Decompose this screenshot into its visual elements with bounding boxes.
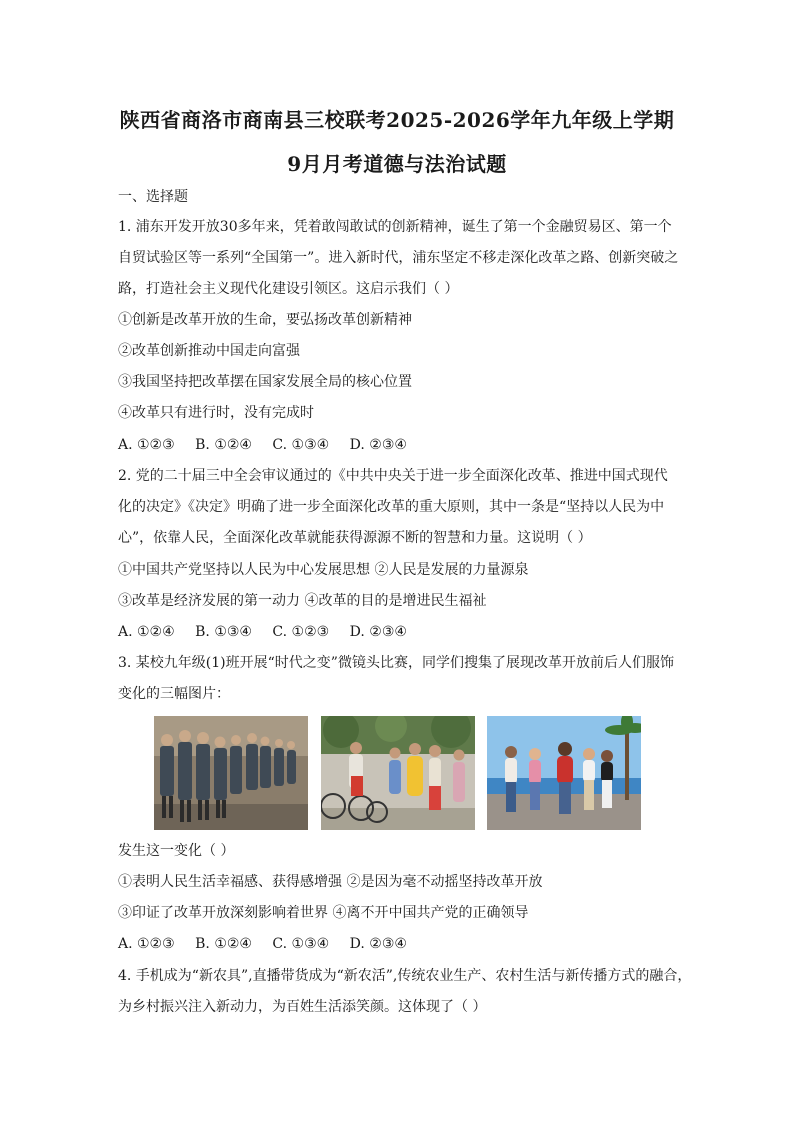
q2-option-b[interactable]: B. ①③④ xyxy=(195,624,252,640)
q3-stem-line2: 变化的三幅图片： xyxy=(118,686,230,702)
q4-stem-line1: 4. 手机成为“新农具”,直播带货成为“新农活”,传统农业生产、农村生活与新传播方式的融合， xyxy=(118,968,692,984)
q1-options xyxy=(118,436,688,454)
q3-stem-line1: 3. 某校九年级(1)班开展“时代之变”微镜头比赛，同学们搜集了展现改革开放前后人们服饰 xyxy=(118,655,674,671)
q1-option-d[interactable]: D. ②③④ xyxy=(349,437,407,453)
q3-option-c[interactable]: C. ①③④ xyxy=(272,936,330,952)
photo-modern-beach xyxy=(487,716,641,830)
q3-option-a[interactable]: A. ①②③ xyxy=(118,936,175,952)
q2-statement-1: ①中国共产党坚持以人民为中心发展思想 ②人民是发展的力量源泉 xyxy=(118,562,529,578)
photo-1980s-street xyxy=(321,716,475,830)
q1-statement-1: ①创新是改革开放的生命，要弘扬改革创新精神 xyxy=(118,312,412,328)
q2-stem-line3: 心”，依靠人民，全面深化改革就能获得源源不断的智慧和力量。这说明（ ） xyxy=(118,530,592,546)
q2-option-c[interactable]: C. ①②③ xyxy=(272,624,330,640)
q4-stem-line2: 为乡村振兴注入新动力，为百姓生活添笑颜。这体现了（ ） xyxy=(118,999,487,1015)
q1-option-b[interactable]: B. ①②④ xyxy=(195,437,252,453)
q3-options xyxy=(118,935,688,953)
q3-stem-line3: 发生这一变化（ ） xyxy=(118,843,235,859)
q2-statement-2: ③改革是经济发展的第一动力 ④改革的目的是增进民生福祉 xyxy=(118,593,487,609)
q1-statement-4: ④改革只有进行时，没有完成时 xyxy=(118,405,314,421)
document-title-line1: 陕西省商洛市商南县三校联考2025-2026学年九年级上学期 xyxy=(119,108,675,132)
q2-option-a[interactable]: A. ①②④ xyxy=(118,624,175,640)
q1-option-a[interactable]: A. ①②③ xyxy=(118,437,175,453)
q1-statement-2: ②改革创新推动中国走向富强 xyxy=(118,343,300,359)
q2-option-d[interactable]: D. ②③④ xyxy=(349,624,407,640)
q1-option-c[interactable]: C. ①③④ xyxy=(272,437,330,453)
q3-option-d[interactable]: D. ②③④ xyxy=(349,936,407,952)
q1-statement-3: ③我国坚持把改革摆在国家发展全局的核心位置 xyxy=(118,374,412,390)
section-heading: 一、选择题 xyxy=(118,189,188,205)
q2-options xyxy=(118,623,688,641)
document-title-line2: 9月月考道德与法治试题 xyxy=(287,152,507,176)
q3-option-b[interactable]: B. ①②④ xyxy=(195,936,252,952)
q3-statement-1: ①表明人民生活幸福感、获得感增强 ②是因为毫不动摇坚持改革开放 xyxy=(118,874,543,890)
q3-statement-2: ③印证了改革开放深刻影响着世界 ④离不开中国共产党的正确领导 xyxy=(118,905,529,921)
q1-stem-line1: 1. 浦东开发开放30多年来，凭着敢闯敢试的创新精神，诞生了第一个金融贸易区、第一个 xyxy=(118,219,672,235)
photo-1970s-group xyxy=(154,716,308,830)
q1-stem-line3: 路，打造社会主义现代化建设引领区。这启示我们（ ） xyxy=(118,281,459,297)
q2-stem-line2: 化的决定》《决定》明确了进一步全面深化改革的重大原则，其中一条是“坚持以人民为中 xyxy=(118,499,665,515)
q2-stem-line1: 2. 党的二十届三中全会审议通过的《中共中央关于进一步全面深化改革、推进中国式现代 xyxy=(118,468,668,484)
q1-stem-line2: 自贸试验区等一系列“全国第一”。进入新时代，浦东坚定不移走深化改革之路、创新突破之 xyxy=(118,250,679,266)
